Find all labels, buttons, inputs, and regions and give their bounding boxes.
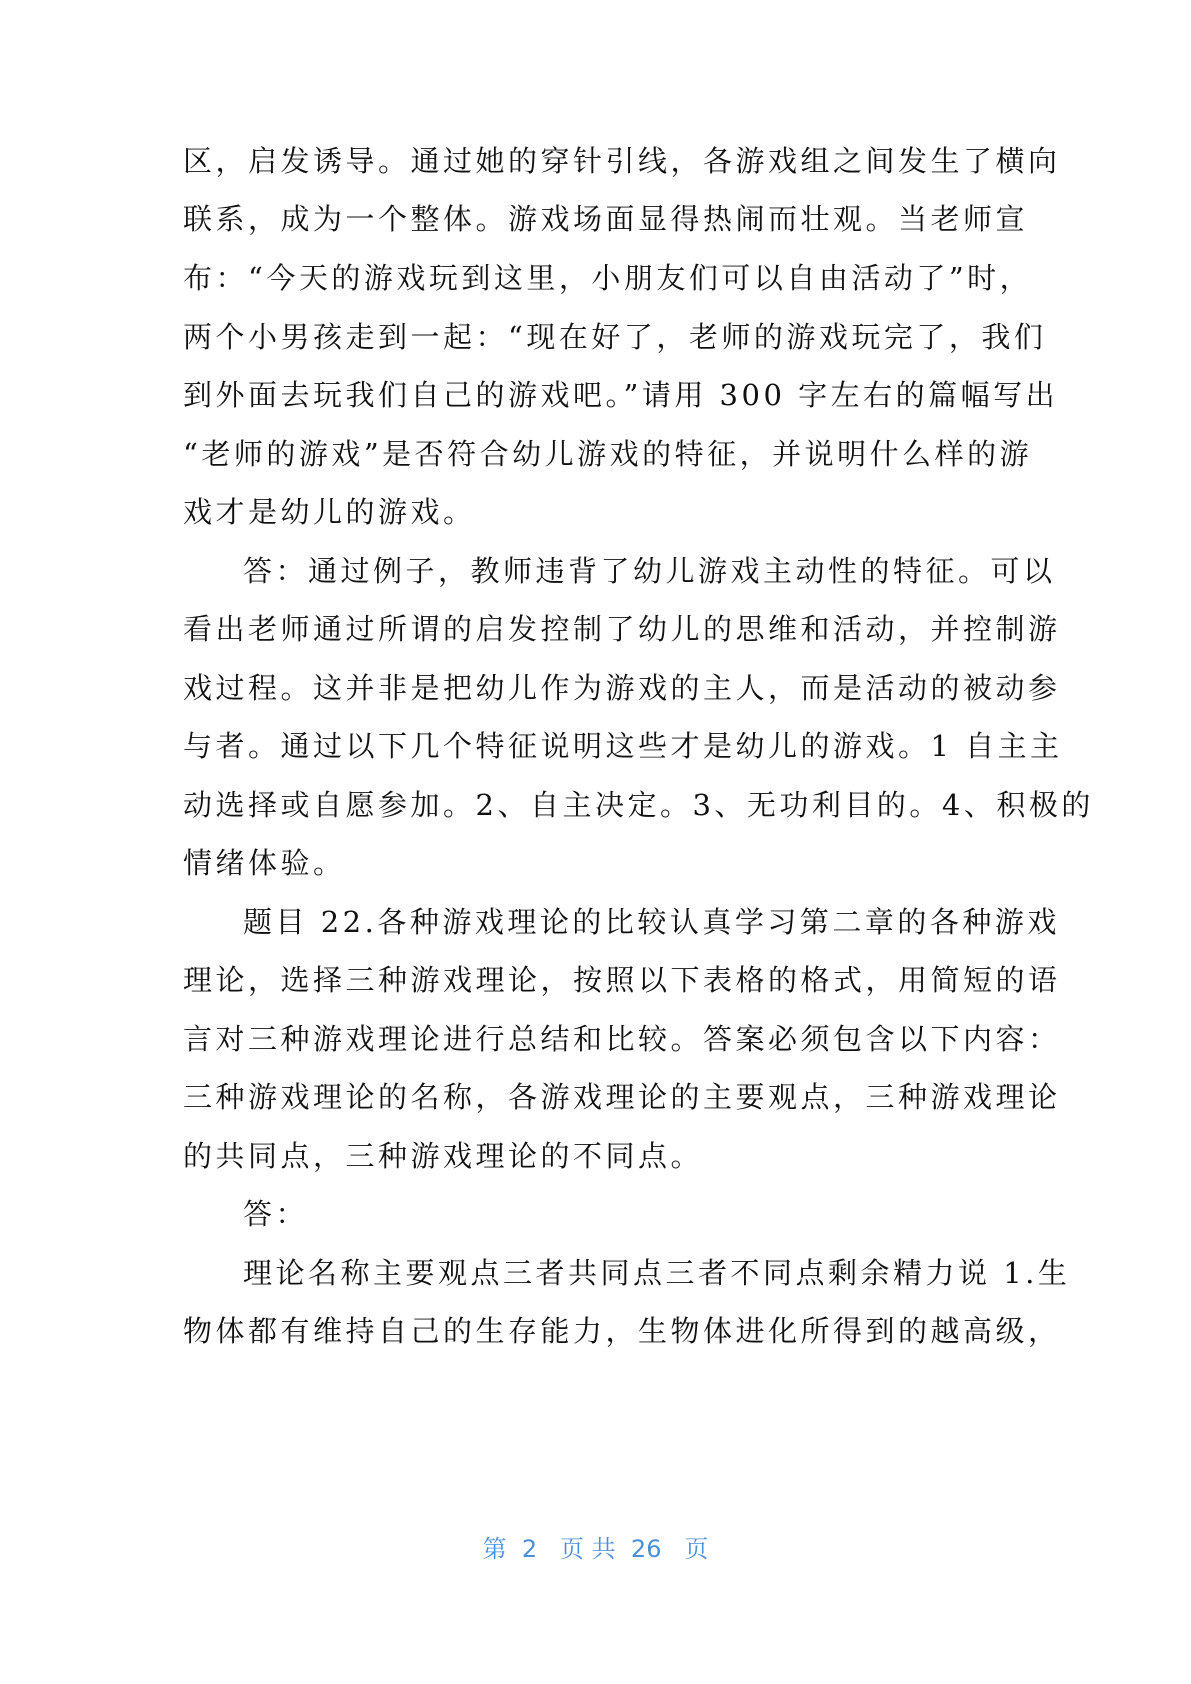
text-line: 题目 22.各种游戏理论的比较认真学习第二章的各种游戏 — [243, 905, 1060, 939]
text-line: 戏过程。这并非是把幼儿作为游戏的主人，而是活动的被动参 — [183, 671, 1061, 705]
text-line: 两个小男孩走到一起：“现在好了，老师的游戏玩完了，我们 — [183, 320, 1047, 354]
text-line: 答： — [243, 1197, 309, 1231]
text-line: 联系，成为一个整体。游戏场面显得热闹而壮观。当老师宣 — [183, 202, 1029, 236]
text-line: 言对三种游戏理论进行总结和比较。答案必须包含以下内容： — [183, 1022, 1061, 1056]
text-line: 的共同点，三种游戏理论的不同点。 — [183, 1139, 704, 1173]
text-line: 看出老师通过所谓的启发控制了幼儿的思维和活动，并控制游 — [183, 612, 1061, 646]
text-line: 理论名称主要观点三者共同点三者不同点剩余精力说 1.生 — [243, 1256, 1071, 1290]
text-line: 物体都有维持自己的生存能力，生物体进化所得到的越高级， — [183, 1314, 1061, 1348]
text-line: “老师的游戏”是否符合幼儿游戏的特征，并说明什么样的游 — [183, 437, 1033, 471]
text-line: 到外面去玩我们自己的游戏吧。”请用 300 字左右的篇幅写出 — [183, 378, 1059, 412]
text-line: 动选择或自愿参加。2、自主决定。3、无功利目的。4、积极的 — [183, 788, 1094, 822]
page-footer: 第 2 页 共 26 页 — [482, 1535, 709, 1563]
text-line: 戏才是幼儿的游戏。 — [183, 495, 476, 529]
text-line: 布：“今天的游戏玩到这里，小朋友们可以自由活动了”时， — [183, 261, 1033, 295]
text-line: 情绪体验。 — [183, 846, 346, 880]
text-line: 三种游戏理论的名称，各游戏理论的主要观点，三种游戏理论 — [183, 1080, 1061, 1114]
text-line: 答：通过例子，教师违背了幼儿游戏主动性的特征。可以 — [243, 554, 1056, 588]
text-line: 理论，选择三种游戏理论，按照以下表格的格式，用简短的语 — [183, 963, 1061, 997]
text-line: 区，启发诱导。通过她的穿针引线，各游戏组之间发生了横向 — [183, 144, 1061, 178]
text-line: 与者。通过以下几个特征说明这些才是幼儿的游戏。1 自主主 — [183, 729, 1063, 763]
